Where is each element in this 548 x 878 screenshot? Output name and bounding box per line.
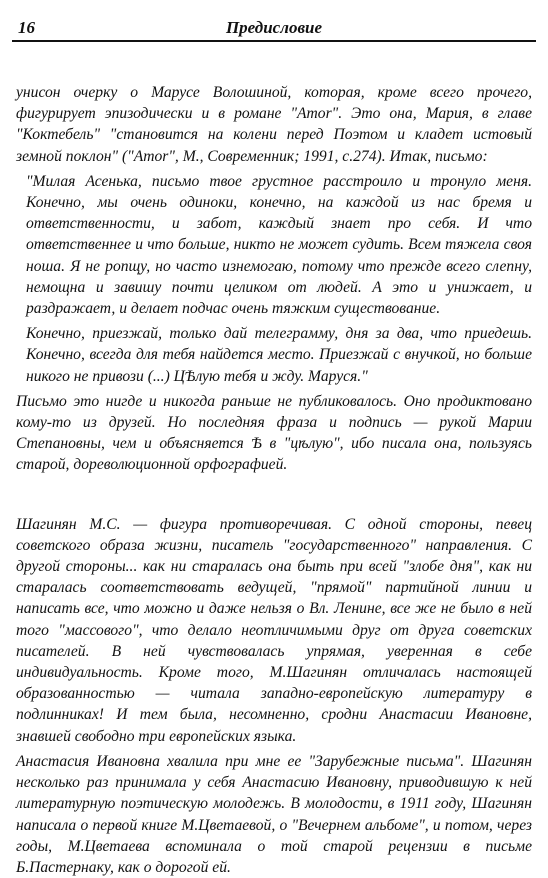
paragraph-shaginyan: Шагинян М.С. — фигура противоречивая. С одной стороны, певец советского образа жизни, писатель "государственного" направления. С другой стороны... как ни старалась она быть при всей "злобе дня", как ни старалась соответствовать ведущей, "прямой" партийной линии и написать все, что можно и даже нельзя о Вл. Ленине, все же не было в ней того "массового", что делало неотличимыми друг от друга советских писателей. В ней чувствовалась упрямая, уверенная в себе индивидуальность. Кроме того, М.Шагинян отличалась настоящей образованностью — читала западно-европейскую литературу в подлинниках! И тем была, несомненно, сродни Анастасии Ивановне, знавшей свободно три европейских языка. bbox=[16, 515, 532, 745]
page-header bbox=[12, 14, 536, 42]
running-title: Предисловие bbox=[225, 18, 323, 37]
paragraph-letters: Анастасия Ивановна хвалила при мне ее "Зарубежные письма". Шагинян несколько раз принимала у себя Анастасию Ивановну, приводившую к ней литературную поэтическую молодежь. В молодости, в 1911 году, Шагинян написала о первой книге М.Цветаевой, о "Вечернем альбоме", и потом, через годы, М.Цветаева вспоминала о той старой рецензии в письме Б.Пастернаку, как о дорогой ей. bbox=[16, 752, 532, 876]
letter-paragraph-2: Конечно, приезжай, только дай телеграмму, дня за два, что приедешь. Конечно, всегда для тебя найдется место. Приезжай с внучкой, но больше никого не привози (...) ЦѢлую тебя и жду. Маруся." bbox=[26, 325, 532, 385]
paragraph-commentary: Письмо это нигде и никогда раньше не публиковалось. Оно продиктовано кому-то из друзей. Но последняя фраза и подпись — рукой Марии Степановны, чем и объясняется Ѣ в "цѣлую", ибо писала она, пользуясь старой, дореволюционной орфографией. bbox=[16, 392, 532, 474]
page-number: 16 bbox=[18, 18, 35, 37]
letter-paragraph-1: "Милая Асенька, письмо твое грустное расстроило и тронуло меня. Конечно, мы очень одиноки, конечно, на каждой из нас бремя и ответственности, и забот, каждый знает про себя. И что ответственнее и что больше, никто не может судить. Всем тяжела своя ноша. Я не ропщу, но часто изнемогаю, потому что прежде всего слепну, немощна и завишу почти целиком от людей. А это и унижает, и раздражает, и делает подчас очень тяжким существование. bbox=[26, 172, 532, 318]
page-body bbox=[16, 82, 532, 878]
paragraph-intro: унисон очерку о Марусе Волошиной, которая, кроме всего прочего, фигурирует эпизодически и в романе "Amor". Это она, Мария, в главе "Коктебель" "становится на колени перед Поэтом и кладет истовый земной поклон" ("Amor", М., Современник; 1991, с.274). Итак, письмо: bbox=[16, 84, 532, 165]
